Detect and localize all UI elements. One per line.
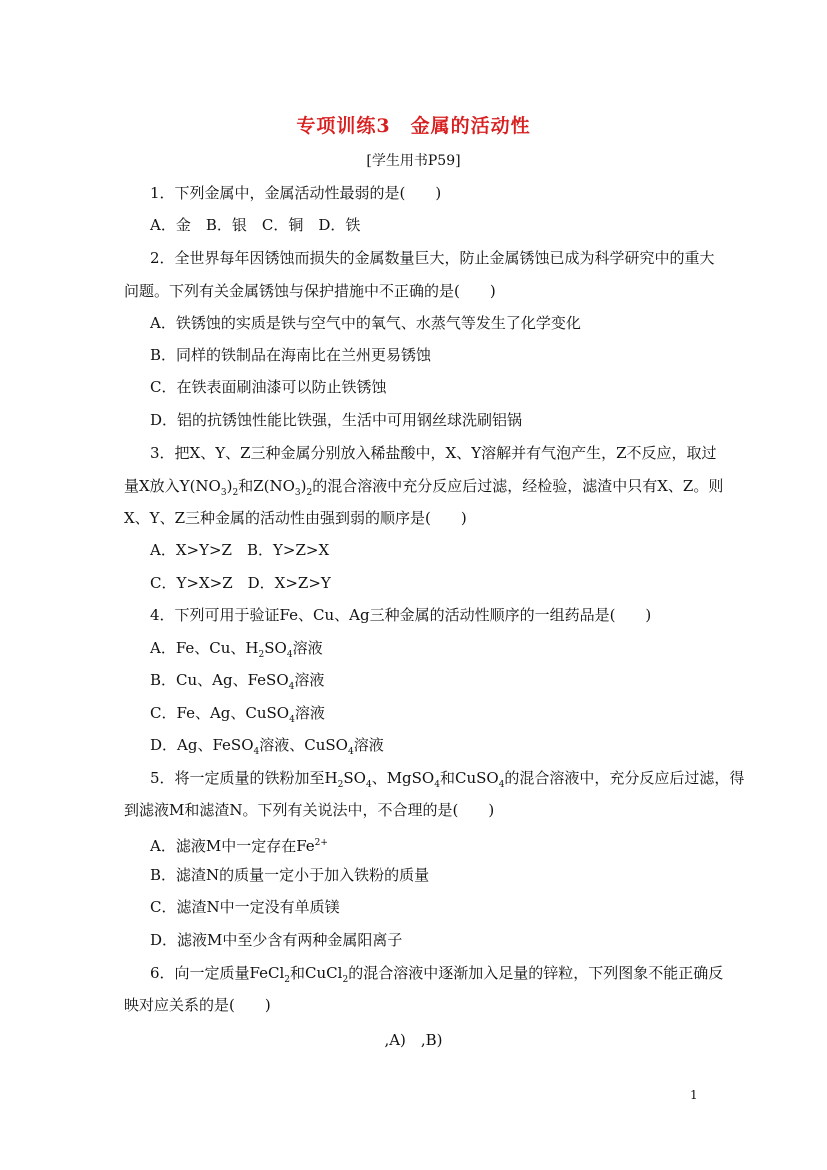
- text-fragment: 溶液: [294, 671, 325, 689]
- question-3-stem-line-2: [124, 476, 723, 503]
- question-4-option-b: [150, 670, 324, 697]
- text-fragment: 和CuSO: [439, 769, 499, 787]
- question-3-stem-line-1: 3．把X、Y、Z三种金属分别放入稀盐酸中，X、Y溶解并有气泡产生，Z不反应，取过: [150, 444, 717, 462]
- subscript: 3: [294, 488, 301, 498]
- subscript: 2: [284, 975, 291, 985]
- text-fragment: 溶液: [353, 736, 384, 754]
- text-fragment: 和Z(NO: [238, 477, 295, 495]
- page-number: 1: [690, 1088, 698, 1102]
- subscript: 4: [286, 650, 293, 660]
- question-1-stem: 1．下列金属中，金属活动性最弱的是( ): [150, 184, 442, 202]
- text-fragment: 溶液: [292, 639, 323, 657]
- text-fragment: 6．向一定质量FeCl: [150, 964, 285, 982]
- question-4-stem: 4．下列可用于验证Fe、Cu、Ag三种金属的活动性顺序的一组药品是( ): [150, 606, 652, 624]
- text-fragment: 的混合溶液中逐渐加入足量的锌粒，下列图象不能正确反: [348, 964, 724, 982]
- question-5-option-b: B．滤渣N的质量一定小于加入铁粉的质量: [150, 866, 430, 884]
- text-fragment: A．Fe、Cu、H: [150, 639, 259, 657]
- question-5-option-d: D．滤液M中至少含有两种金属阳离子: [150, 931, 403, 949]
- text-fragment: 溶液、CuSO: [259, 736, 348, 754]
- subscript: 4: [365, 780, 372, 790]
- text-fragment: C．Fe、Ag、CuSO: [150, 704, 290, 722]
- subscript: 2: [342, 975, 349, 985]
- subscript: 2: [306, 488, 313, 498]
- subscript: 4: [289, 715, 295, 725]
- question-3-options-ab: A．X>Y>Z B．Y>Z>X: [150, 541, 330, 559]
- text-fragment: 溶液: [294, 704, 325, 722]
- subscript: 2: [337, 780, 344, 790]
- question-5-option-a: [150, 833, 328, 856]
- question-2-stem-line-1: 2．全世界每年因锈蚀而损失的金属数量巨大，防止金属锈蚀已成为科学研究中的重大: [150, 249, 715, 267]
- text-fragment: D．Ag、FeSO: [150, 736, 254, 754]
- text-fragment: 、MgSO: [371, 769, 435, 787]
- text-fragment: 的混合溶液中充分反应后过滤，经检验，滤渣中只有X、Z。则: [312, 477, 724, 495]
- question-6-stem-line-2: 映对应关系的是( ): [124, 996, 271, 1014]
- question-6-figure-caption: ,A) ,B): [384, 1031, 443, 1049]
- question-5-stem-line-2: 到滤液M和滤渣N。下列有关说法中，不合理的是( ): [124, 801, 495, 819]
- question-2-stem-line-2: 问题。下列有关金属锈蚀与保护措施中不正确的是( ): [124, 282, 496, 300]
- text-fragment: 和CuCl: [290, 964, 343, 982]
- text-fragment: B．Cu、Ag、FeSO: [150, 671, 289, 689]
- text-fragment: 量X放入Y(NO: [124, 477, 221, 495]
- question-4-option-a: [150, 638, 323, 665]
- superscript: 2+: [314, 838, 328, 848]
- question-3-stem-line-3: X、Y、Z三种金属的活动性由强到弱的顺序是( ): [124, 509, 467, 527]
- text-fragment: ): [300, 477, 307, 495]
- page-title: 专项训练3 金属的活动性: [296, 115, 531, 137]
- question-2-option-c: C．在铁表面刷油漆可以防止铁锈蚀: [150, 378, 387, 396]
- subscript: 2: [232, 488, 239, 498]
- subscript: 4: [498, 780, 505, 790]
- subscript: 4: [434, 780, 440, 790]
- subscript: 4: [347, 747, 354, 757]
- text-fragment: SO: [343, 769, 366, 787]
- question-3-options-cd: C．Y>X>Z D．X>Z>Y: [150, 574, 331, 592]
- page-subtitle: [学生用书P59]: [366, 153, 461, 169]
- subscript: 4: [288, 682, 295, 692]
- question-5-stem-line-1: [150, 768, 744, 795]
- subscript: 2: [258, 650, 265, 660]
- question-5-option-c: C．滤渣N中一定没有单质镁: [150, 898, 340, 916]
- text-fragment: 的混合溶液中，充分反应后过滤，得: [504, 769, 745, 787]
- text-fragment: A．滤液M中一定存在Fe: [150, 837, 315, 855]
- question-2-option-b: B．同样的铁制品在海南比在兰州更易锈蚀: [150, 346, 432, 364]
- question-6-stem-line-1: [150, 963, 723, 990]
- text-fragment: SO: [264, 639, 287, 657]
- question-1-options: A．金 B．银 C．铜 D．铁: [150, 216, 361, 234]
- text-fragment: ): [226, 477, 233, 495]
- question-4-option-d: [150, 735, 384, 762]
- text-fragment: 5．将一定质量的铁粉加至H: [150, 769, 338, 787]
- subscript: 4: [253, 747, 260, 757]
- question-2-option-a: A．铁锈蚀的实质是铁与空气中的氧气、水蒸气等发生了化学变化: [150, 314, 581, 332]
- question-4-option-c: [150, 703, 325, 730]
- subscript: 3: [220, 488, 227, 498]
- question-2-option-d: D．铝的抗锈蚀性能比铁强，生活中可用钢丝球洗刷铝锅: [150, 411, 523, 429]
